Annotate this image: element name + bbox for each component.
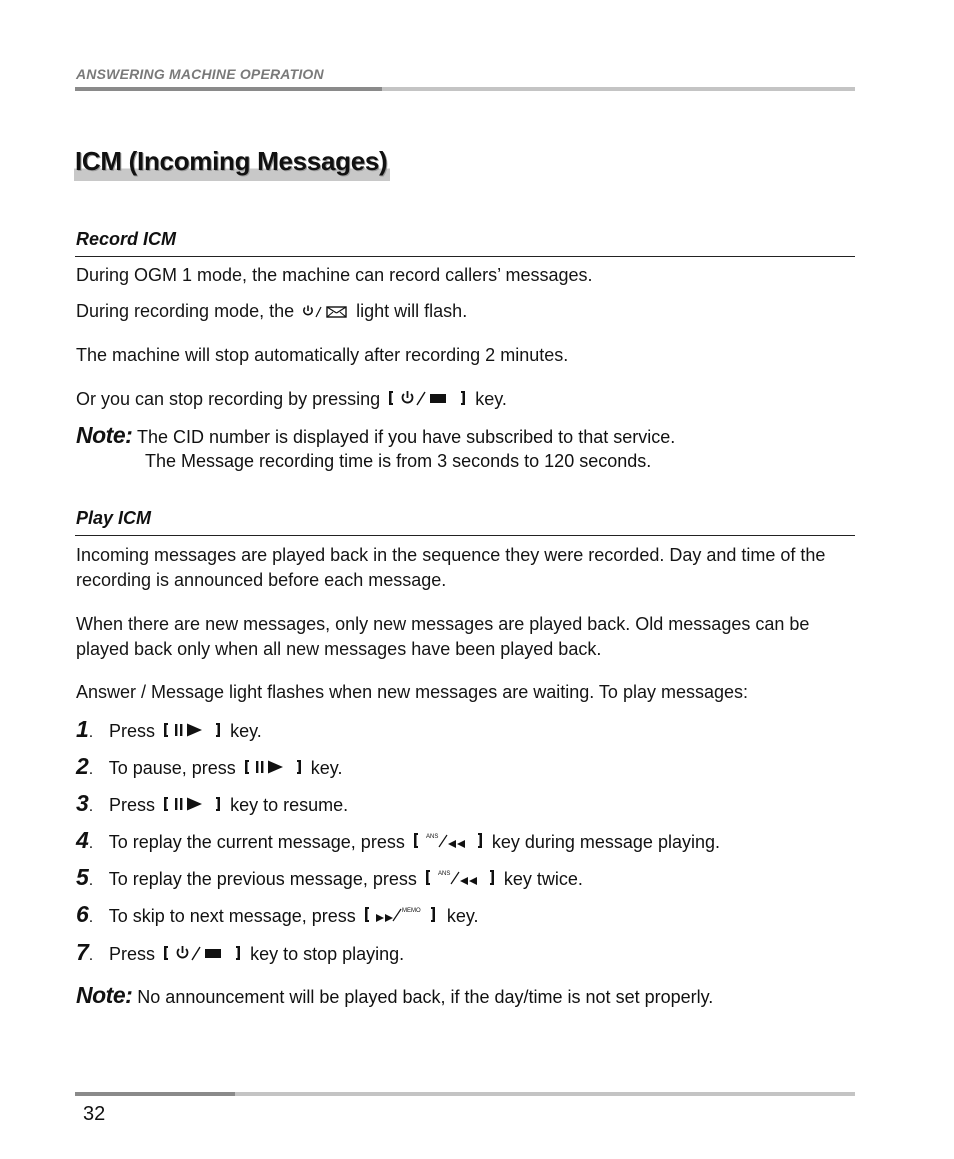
play-note-text: No announcement will be played back, if the day/time is not set properly. [137,987,714,1007]
step-7 [76,939,856,969]
step-number: 3. [76,790,94,816]
record-note-line-1: The CID number is displayed if you have subscribed to that service. [136,427,676,447]
record-p2-after: light will flash. [356,301,468,321]
play-pause-key-icon [162,795,222,813]
step-text-before: Press [109,944,156,964]
header-rule-light [382,87,855,91]
step-text-before: To skip to next message, press [108,906,356,926]
play-pause-key-icon [162,721,222,739]
record-p2-before: During recording mode, the [76,301,295,321]
step-number: 4. [76,827,94,853]
step-text-before: To pause, press [108,758,236,778]
record-paragraph-2 [76,299,856,324]
ans-rewind-key-icon [412,830,484,850]
step-text-after: key. [230,721,262,741]
ans-label: ANS [425,834,439,840]
footer-rule-dark [75,1092,235,1096]
step-text-after: key to resume. [230,795,349,815]
step-number: 7. [76,939,94,965]
step-6 [76,901,856,931]
header-rule-dark [75,87,382,91]
step-text-after: key twice. [503,869,583,889]
record-p4-after: key. [475,389,507,409]
play-paragraph-3: Answer / Message light flashes when new messages are waiting. To play messages: [76,682,749,702]
page-number: 32 [83,1103,106,1125]
play-paragraph-2: When there are new messages, only new messages are played back. Old messages can be played back only when all new messages have been played back. [76,614,810,659]
memo-label: MEMO [401,908,421,914]
step-text-after: key. [446,906,479,926]
section-rule-play [75,535,855,536]
page-title-wrap [74,146,390,181]
section-heading-record-icm: Record ICM [76,229,177,249]
record-paragraph-4 [76,387,856,412]
ans-rewind-key-icon [424,867,496,887]
step-number: 5. [76,864,94,890]
power-stop-key-icon [387,389,467,407]
running-header: ANSWERING MACHINE OPERATION [76,66,324,82]
note-label: Note: [76,422,133,448]
step-number: 1. [76,716,94,742]
footer-rule-light [235,1092,855,1096]
record-paragraph-3: The machine will stop automatically after recording 2 minutes. [76,345,569,365]
play-note [76,983,856,1009]
section-heading-play-icm: Play ICM [76,508,152,528]
step-number: 6. [76,901,94,927]
ans-label: ANS [437,871,451,877]
record-p4-before: Or you can stop recording by pressing [76,389,381,409]
record-note [76,423,856,449]
step-text-before: To replay the current message, press [108,832,405,852]
step-3 [76,790,856,820]
play-pause-key-icon [243,758,303,776]
step-text-after: key during message playing. [491,832,720,852]
record-paragraph-1: During OGM 1 mode, the machine can record callers’ messages. [76,265,593,285]
record-note-line-2: The Message recording time is from 3 seconds to 120 seconds. [145,451,652,471]
step-text-before: To replay the previous message, press [108,869,417,889]
step-5 [76,864,856,894]
page-title: ICM (Incoming Messages) [74,146,390,181]
step-text-before: Press [109,795,156,815]
note-label: Note: [76,982,133,1008]
power-stop-key-icon [162,944,242,962]
forward-memo-key-icon [363,904,439,924]
step-2 [76,753,856,783]
step-1 [76,716,856,746]
step-text-after: key to stop playing. [250,944,405,964]
power-envelope-icon [301,304,349,318]
step-4 [76,827,856,857]
play-paragraph-1: Incoming messages are played back in the sequence they were recorded. Day and time of the recording is announced before each message. [76,545,826,590]
step-number: 2. [76,753,94,779]
step-text-after: key. [310,758,343,778]
section-rule-record [75,256,855,257]
step-text-before: Press [109,721,156,741]
